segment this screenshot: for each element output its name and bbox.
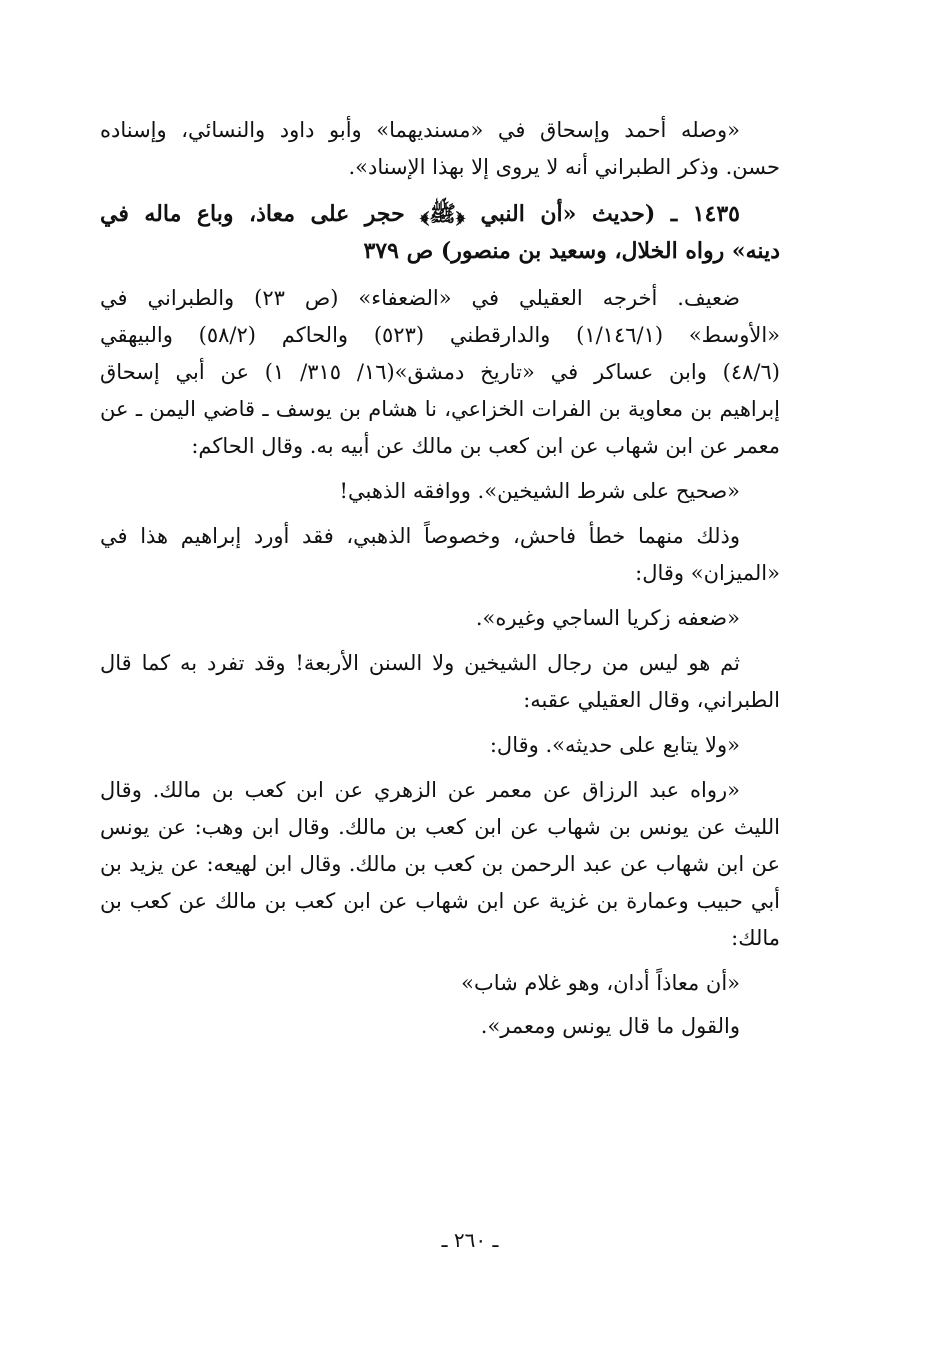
text-line: «الأوسط» (١/١٤٦/١) والدارقطني (٥٢٣) والحاكم (٥٨/٢) والبيهقي	[100, 323, 780, 347]
text-line: معمر عن ابن شهاب عن ابن كعب بن مالك عن أبيه به. وقال الحاكم:	[191, 434, 780, 458]
text-line: أبي حبيب وعمارة بن غزية عن ابن شهاب عن ابن كعب بن مالك عن كعب بن	[100, 889, 780, 913]
text-line: «أن معاذاً أدان، وهو غلام شاب»	[461, 971, 740, 995]
text-line: مالك:	[731, 926, 780, 950]
paragraph-p1	[100, 112, 780, 186]
text-line: وذلك منهما خطأ فاحش، وخصوصاً الذهبي، فقد أورد إبراهيم هذا في	[100, 524, 740, 548]
paragraph-p7	[100, 645, 780, 719]
text-line: والقول ما قال يونس ومعمر».	[480, 1014, 740, 1038]
text-line: «ضعفه زكريا الساجي وغيره».	[475, 606, 740, 630]
text-line: الليث عن يونس بن شهاب عن ابن كعب بن مالك. وقال ابن وهب: عن يونس	[100, 815, 780, 839]
text-line: «رواه عبد الرزاق عن معمر عن الزهري عن ابن كعب بن مالك. وقال	[100, 778, 740, 802]
paragraph-p9	[100, 772, 780, 957]
hadith-heading-1435	[100, 196, 780, 270]
quote-p6	[100, 600, 780, 637]
text-line: (٤٨/٦) وابن عساكر في «تاريخ دمشق»(١٦/ ٣١٥/ ١) عن أبي إسحاق	[100, 360, 780, 384]
text-line: إبراهيم بن معاوية بن الفرات الخزاعي، نا هشام بن يوسف ـ قاضي اليمن ـ عن	[100, 397, 780, 421]
page-body	[100, 112, 780, 1045]
text-line: «صحيح على شرط الشيخين». ووافقه الذهبي!	[339, 479, 740, 503]
quote-p11	[100, 1008, 780, 1045]
quote-p4	[100, 473, 780, 510]
paragraph-p5	[100, 518, 780, 592]
paragraph-p3	[100, 280, 780, 465]
page-number: ـ ٢٦٠ ـ	[441, 1228, 499, 1252]
quote-p8	[100, 727, 780, 764]
text-line: الطبراني، وقال العقيلي عقبه:	[523, 688, 780, 712]
text-line: «ولا يتابع على حديثه». وقال:	[489, 733, 740, 757]
text-line: ١٤٣٥ ـ (حديث «أن النبي ﴿ﷺ﴾ حجر على معاذ، وباع ماله في	[100, 201, 740, 227]
text-line: «الميزان» وقال:	[635, 561, 780, 585]
quote-p10	[100, 965, 780, 1002]
text-line: عن ابن شهاب عن عبد الرحمن بن كعب بن مالك. وقال ابن لهيعه: عن يزيد بن	[100, 852, 780, 876]
text-line: حسن. وذكر الطبراني أنه لا يروى إلا بهذا الإسناد».	[348, 155, 780, 179]
text-line: ثم هو ليس من رجال الشيخين ولا السنن الأربعة! وقد تفرد به كما قال	[100, 651, 740, 675]
text-line: ضعيف. أخرجه العقيلي في «الضعفاء» (ص ٢٣) والطبراني في	[100, 286, 741, 310]
text-line: دينه» رواه الخلال، وسعيد بن منصور) ص ٣٧٩	[363, 238, 780, 264]
text-line: «وصله أحمد وإسحاق في «مسنديهما» وأبو داود والنسائي، وإسناده	[100, 118, 740, 142]
